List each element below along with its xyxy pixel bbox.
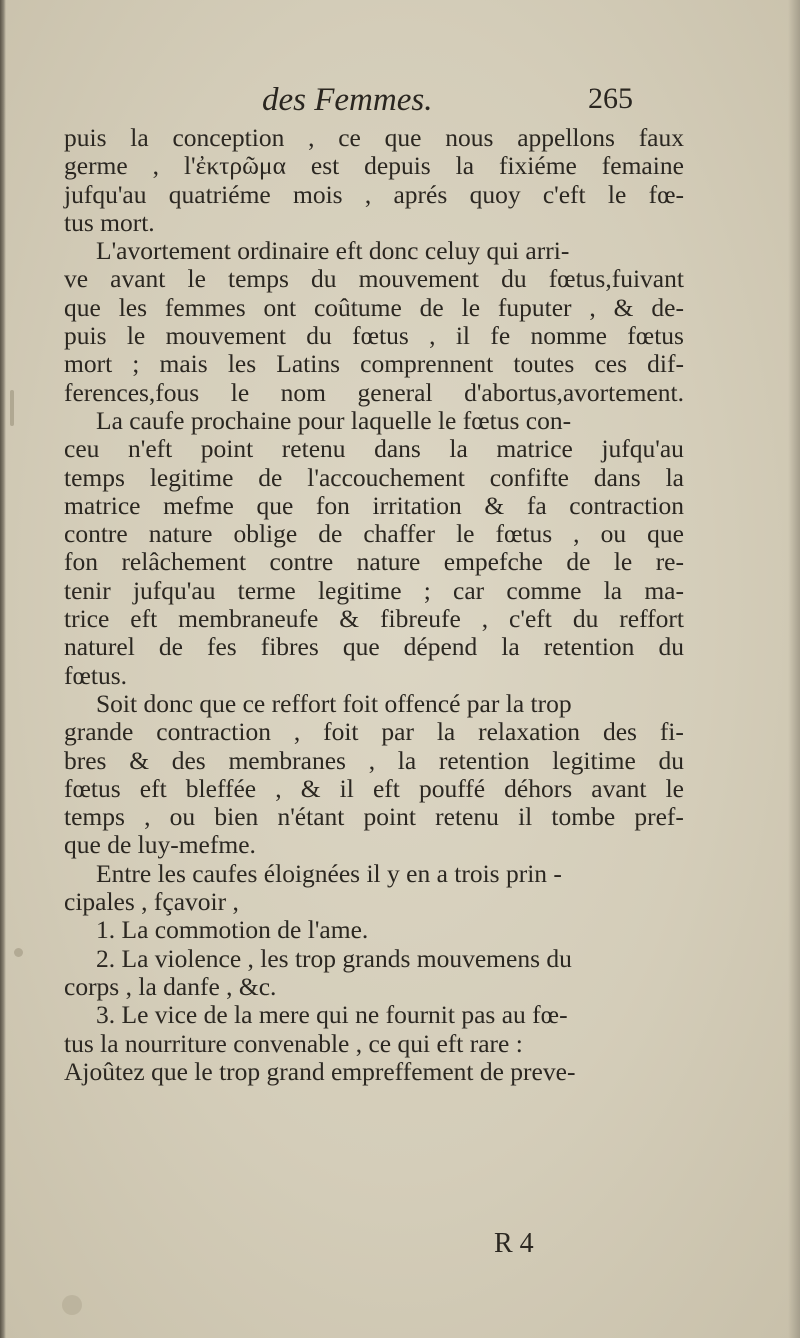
word: du [306, 321, 332, 351]
text-line [64, 181, 684, 209]
word: depuis [364, 151, 431, 181]
word: contre [64, 519, 128, 549]
word: contraction [156, 717, 271, 747]
text-line: corps , la danfe , &c. [64, 971, 277, 1001]
text-line [64, 152, 684, 180]
word: retenu [281, 434, 346, 464]
word: jufqu'au [64, 179, 147, 209]
word: , [293, 717, 301, 747]
word: oblige [233, 519, 298, 549]
word: du [658, 745, 684, 775]
word: legitime [552, 745, 636, 775]
text-line: fœtus. [64, 660, 128, 690]
word: déhors [504, 773, 573, 803]
word: avant [591, 773, 647, 803]
word: le [613, 547, 633, 577]
word: par [381, 717, 414, 747]
word: ceu [64, 434, 100, 464]
word: de [158, 632, 183, 662]
word: pouffé [418, 773, 486, 803]
word: conception [172, 123, 285, 152]
list-item: 1. La commotion de l'ame. [96, 915, 369, 945]
word: point [363, 802, 416, 832]
text-line [64, 492, 684, 520]
word: le [665, 773, 684, 803]
text-line [64, 775, 684, 803]
page-number: 265 [588, 82, 633, 115]
word: foit [323, 717, 359, 747]
word: fibreufe [380, 604, 461, 634]
word: comme [506, 575, 582, 605]
word: contraction [569, 490, 684, 520]
word: de- [651, 292, 684, 322]
word: re- [655, 547, 684, 577]
word: car [453, 575, 485, 605]
word: appellons [517, 123, 615, 152]
word: que [64, 292, 101, 322]
word: ces [594, 349, 627, 379]
word: irritation [372, 490, 462, 520]
word: empefche [443, 547, 543, 577]
word: de [258, 462, 283, 492]
word: fi- [659, 717, 684, 747]
word: nomme [530, 321, 607, 351]
word: le [230, 377, 250, 407]
word: ce [338, 123, 361, 152]
text-line [64, 124, 684, 152]
word: ve [64, 264, 89, 294]
word: trice [64, 604, 110, 634]
word: , [308, 123, 315, 152]
word: tombe [551, 802, 616, 832]
word: puis [64, 123, 107, 152]
word: retention [438, 745, 530, 775]
word: bres [64, 745, 107, 775]
word: il [339, 773, 354, 803]
word: , [429, 321, 436, 351]
word: dans [374, 434, 421, 464]
word: mouvement [358, 264, 479, 294]
word: membraneufe [178, 604, 319, 634]
word: & [484, 490, 505, 520]
word: & [339, 604, 360, 634]
word: eft [372, 773, 400, 803]
word: ou [169, 802, 196, 832]
word: dépend [403, 632, 478, 662]
word: ou [600, 519, 627, 549]
word: nature [356, 547, 421, 577]
text-line [64, 605, 684, 633]
word: , [573, 519, 580, 549]
word: nous [445, 123, 494, 152]
text-line [64, 464, 684, 492]
word: mais [159, 349, 208, 379]
word: reffort [619, 604, 684, 634]
word: fœtus [627, 321, 684, 351]
text-line [64, 265, 684, 293]
word: coûtume [313, 292, 402, 322]
word: que [647, 519, 684, 549]
text-line [64, 379, 684, 407]
word: jufqu'au [601, 434, 684, 464]
word: nom [280, 377, 327, 407]
word: les [227, 349, 257, 379]
paragraph-start-line: L'avortement ordinaire eft donc celuy qui arri- [96, 236, 570, 266]
word: temps [64, 802, 125, 832]
word: naturel [64, 632, 135, 662]
word: la [665, 462, 684, 492]
word: il [455, 321, 470, 351]
word: comprennent [360, 349, 494, 379]
word: temps [64, 462, 125, 492]
paragraph-start-line: Entre les caufes éloignées il y en a trois prin - [96, 858, 562, 888]
text-line [64, 294, 684, 322]
word: & [613, 292, 634, 322]
word: fœ- [648, 179, 684, 209]
word: dif- [647, 349, 684, 379]
page-header [0, 82, 800, 126]
word: l'ἐκτρῶμα [183, 151, 286, 181]
word: terme [237, 575, 296, 605]
text-line: tus la nourriture convenable , ce qui eft rare : [64, 1028, 523, 1058]
word: germe [64, 151, 128, 181]
word: ma- [644, 575, 684, 605]
word: la [449, 434, 468, 464]
word: contre [269, 547, 334, 577]
word: , [481, 604, 489, 634]
word: c'eft [509, 604, 552, 634]
text-line [64, 633, 684, 661]
word: n'eft [127, 434, 173, 464]
word: fœtus [495, 519, 553, 549]
word: matrice [496, 434, 573, 464]
word: point [200, 434, 254, 464]
word: c'eft [542, 179, 586, 209]
word: fœtus,fuivant [548, 264, 684, 294]
word: , [589, 292, 596, 322]
word: quoy [469, 179, 521, 209]
text-line: que de luy-mefme. [64, 830, 256, 860]
word: le [187, 264, 206, 294]
word: mouvement [165, 321, 286, 351]
word: bien [214, 802, 259, 832]
list-item: 2. La violence , les trop grands mouvemens du [96, 943, 572, 973]
word: l'accouchement [307, 462, 465, 492]
word: relaxation [478, 717, 581, 747]
word: de [566, 547, 591, 577]
list-item: 3. Le vice de la mere qui ne fournit pas au fœ- [96, 1000, 568, 1030]
word: membranes [228, 745, 346, 775]
word: retenu [435, 802, 499, 832]
word: fon [64, 547, 98, 577]
running-title: des Femmes. [262, 82, 433, 118]
text-line [64, 577, 684, 605]
body-text [64, 124, 684, 1086]
word: du [501, 264, 527, 294]
word: relâchement [121, 547, 247, 577]
word: retention [543, 632, 635, 662]
text-line [64, 322, 684, 350]
word: , [364, 179, 372, 209]
word: aprés [393, 179, 448, 209]
word: fœtus [352, 321, 409, 351]
word: general [357, 377, 433, 407]
word: fœtus [64, 773, 121, 803]
word: eft [130, 604, 158, 634]
word: temps [228, 264, 289, 294]
word: les [118, 292, 148, 322]
word: legitime [317, 575, 402, 605]
paper-stain [10, 390, 14, 426]
word: , [144, 802, 151, 832]
word: du [311, 264, 337, 294]
text-line: cipales , fçavoir , [64, 887, 239, 917]
word: de [318, 519, 343, 549]
word: legitime [149, 462, 234, 492]
word: quatriéme [168, 179, 271, 209]
word: tenir [64, 575, 111, 605]
word: jufqu'au [132, 575, 216, 605]
word: bleffée [185, 773, 257, 803]
word: le [461, 292, 481, 322]
word: femaine [601, 151, 684, 181]
word: la [455, 151, 475, 181]
word: du [572, 604, 599, 634]
text-line [64, 435, 684, 463]
word: la [397, 745, 417, 775]
word: mois [292, 179, 343, 209]
word: fuputer [497, 292, 572, 322]
word: fes [206, 632, 237, 662]
word: matrice [64, 490, 141, 520]
word: que [342, 632, 380, 662]
word: n'étant [277, 802, 345, 832]
word: chaffer [363, 519, 436, 549]
word: fixiéme [498, 151, 577, 181]
word: femmes [164, 292, 246, 322]
word: mefme [163, 490, 234, 520]
text-line [64, 718, 684, 746]
word: puis [64, 321, 107, 351]
paper-stain [14, 948, 23, 957]
word: faux [638, 123, 684, 152]
word: fe [490, 321, 511, 351]
word: il [518, 802, 533, 832]
word: la [603, 575, 623, 605]
word: du [658, 632, 684, 662]
word: d'abortus,avortement. [464, 377, 684, 407]
text-line: Ajoûtez que le trop grand empreffement de preve- [64, 1056, 576, 1086]
text-line [64, 548, 684, 576]
text-line [64, 747, 684, 775]
paragraph-start-line: Soit donc que ce reffort foit offencé par la trop [96, 688, 572, 718]
word: que [256, 490, 294, 520]
word: la [501, 632, 520, 662]
word: ont [263, 292, 297, 322]
word: grande [64, 717, 134, 747]
word: le [607, 179, 627, 209]
text-line [64, 803, 684, 831]
word: ; [132, 349, 140, 379]
word: mort [64, 349, 113, 379]
word: fon [315, 490, 350, 520]
word: des [602, 717, 637, 747]
word: le [126, 321, 146, 351]
text-line: tus mort. [64, 207, 155, 237]
word: fa [526, 490, 547, 520]
word: ; [423, 575, 431, 605]
word: de [419, 292, 444, 322]
word: toutes [513, 349, 575, 379]
word: , [368, 745, 376, 775]
word: Latins [276, 349, 341, 379]
word: dans [593, 462, 641, 492]
word: le [456, 519, 475, 549]
word: , [275, 773, 282, 803]
word: ferences,fous [64, 377, 200, 407]
word: la [436, 717, 456, 747]
word: , [152, 151, 160, 181]
word: est [310, 151, 340, 181]
word: la [130, 123, 149, 152]
word: nature [148, 519, 213, 549]
word: & [300, 773, 321, 803]
word: avant [110, 264, 166, 294]
word: que [384, 123, 422, 152]
word: confifte [489, 462, 569, 492]
page-left-edge [0, 0, 6, 1338]
text-line [64, 520, 684, 548]
page-right-edge [788, 0, 800, 1338]
word: des [171, 745, 206, 775]
paper-stain [62, 1295, 82, 1315]
signature-mark: R 4 [494, 1228, 534, 1259]
text-line [64, 350, 684, 378]
word: pref- [634, 802, 684, 832]
word: eft [139, 773, 167, 803]
word: & [129, 745, 150, 775]
paragraph-start-line: La caufe prochaine pour laquelle le fœtus con- [96, 405, 572, 435]
word: fibres [260, 632, 319, 662]
